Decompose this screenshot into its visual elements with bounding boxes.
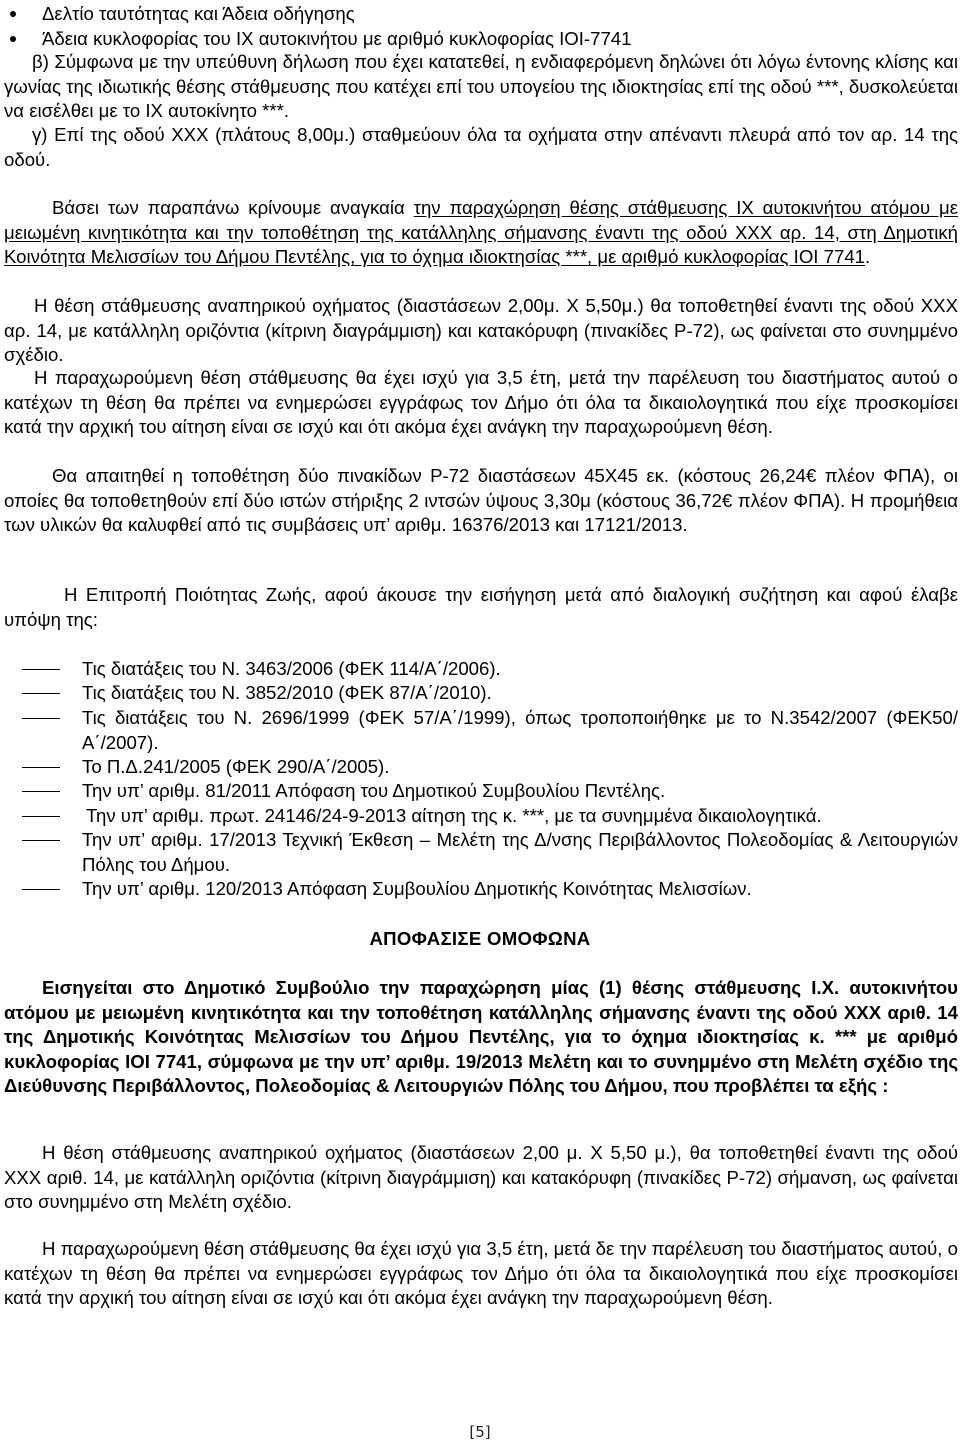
dash-icon: [22, 840, 60, 841]
bullet-text: Άδεια κυκλοφορίας του ΙΧ αυτοκινήτου με αριθμό κυκλοφορίας ΙΟΙ-7741: [42, 28, 632, 49]
paragraph-c: γ) Επί της οδού ΧΧΧ (πλάτους 8,00μ.) σταθμεύουν όλα τα οχήματα στην απέναντι πλευρά από τον αρ. 14 της οδού.: [4, 124, 958, 170]
bullet-text: Δελτίο ταυτότητας και Άδεια οδήγησης: [42, 3, 355, 24]
page-number: [5]: [469, 1423, 491, 1441]
decision-text: Εισηγείται στο Δημοτικό Συμβούλιο την παραχώρηση μίας (1) θέσης στάθμευσης Ι.Χ. αυτοκινήτου ατόμου με μειωμένη κινητικότητα και την τοποθέτηση κατάλληλης σήμανσης έναντι της οδού ΧΧΧ αριθ. 14 της Δημοτικής Κοινότητας Μελισσίων του Δήμου Πεντέλης, για το όχημα ιδιοκτησίας κ. *** με αριθμό κυκλοφορίας ΙΟΙ 7741, σύμφωνα με την υπ’ αριθμ. 19/2013 Μελέτη και το συνημμένο στη Μελέτη σχέδιο της Διεύθυνσης Περιβάλλοντος, Πολεοδομίας & Λειτουργιών Πόλης του Δήμου, που προβλέπει τα εξής :: [4, 977, 958, 1097]
consideration-text: Την υπ’ αριθμ. 120/2013 Απόφαση Συμβουλίου Δημοτικής Κοινότητας Μελισσίων.: [82, 878, 752, 899]
paragraph-thesi: Η θέση στάθμευσης αναπηρικού οχήματος (διαστάσεων 2,00μ. Χ 5,50μ.) θα τοποθετηθεί έναντι της οδού ΧΧΧ αρ. 14, με κατάλληλη οριζόντια (κίτρινη διαγράμμιση) και κατακόρυφη (πινακίδες Ρ-72), ως φαίνεται στο συνημμένο σχέδιο.: [4, 295, 958, 366]
consideration-text: Την υπ’ αριθμ. 17/2013 Τεχνική Έκθεση – Μελέτη της Δ/νσης Περιβάλλοντος Πολεοδομίας & Λειτουργιών Πόλης του Δήμου.: [82, 829, 958, 875]
basei-tail: .: [865, 246, 871, 268]
paragraph-basei: [4, 196, 958, 270]
final-paragraph-isxys: Η παραχωρούμενη θέση στάθμευσης θα έχει ισχύ για 3,5 έτη, μετά δε την παρέλευση του διαστήματος αυτού, ο κατέχων τη θέση θα πρέπει να ενημερώσει εγγράφως τον Δήμο ότι όλα τα δικαιολογητικά που είχε προσκομίσει κατά την αρχική του αίτηση είναι σε ισχύ και ότι ακόμα έχει ανάγκη την παραχωρούμενη θέση.: [4, 1238, 958, 1309]
basei-underlined: την παραχώρηση θέσης στάθμευσης ΙΧ αυτοκινήτου ατόμου με μειωμένη κινητικότητα και την τοποθέτηση της κατάλληλης σήμανσης έναντι της οδού ΧΧΧ αρ. 14, στη Δημοτική Κοινότητα Μελισσίων του Δήμου Πεντέλης, για το όχημα ιδιοκτησίας ***, με αριθμό κυκλοφορίας ΙΟΙ 7741: [4, 197, 959, 268]
decision-heading: ΑΠΟΦΑΣΙΣΕ ΟΜΟΦΩΝΑ: [369, 928, 591, 949]
bullet-dot-icon: [10, 11, 16, 17]
bullet-dot-icon: [10, 36, 16, 42]
paragraph-b: β) Σύμφωνα με την υπεύθυνη δήλωση που έχει κατατεθεί, η ενδιαφερόμενη δηλώνει ότι λόγω έντονης κλίσης και γωνίας της ιδιωτικής θέσης στάθμευσης που κατέχει επί του υπογείου της ιδιοκτησίας επί της οδού ***, δυσκολεύεται να εισέλθει με το ΙΧ αυτοκίνητο ***.: [4, 51, 958, 122]
paragraph-isxys: Η παραχωρούμενη θέση στάθμευσης θα έχει ισχύ για 3,5 έτη, μετά την παρέλευση του διαστήματος αυτού ο κατέχων τη θέση θα πρέπει να ενημερώσει εγγράφως τον Δήμο ότι όλα τα δικαιολογητικά που είχε προσκομίσει κατά την αρχική του αίτηση είναι σε ισχύ και ότι ακόμα έχει ανάγκη την παραχωρούμενη θέση.: [4, 367, 958, 438]
dash-icon: [22, 791, 60, 792]
consideration-text: Τις διατάξεις του Ν. 3852/2010 (ΦΕΚ 87/Α΄/2010).: [82, 682, 492, 703]
consideration-text: Το Π.Δ.241/2005 (ΦΕΚ 290/Α΄/2005).: [82, 756, 390, 777]
consideration-text: Τις διατάξεις του Ν. 2696/1999 (ΦΕΚ 57/Α΄/1999), όπως τροποποιήθηκε με το Ν.3542/2007 (ΦΕΚ50/Α΄/2007).: [82, 707, 958, 753]
dash-icon: [22, 767, 60, 768]
dash-icon: [22, 669, 60, 670]
basei-lead: Βάσει των παραπάνω κρίνουμε αναγκαία: [52, 197, 414, 218]
consideration-text: Την υπ’ αριθμ. 81/2011 Απόφαση του Δημοτικού Συμβουλίου Πεντέλης.: [82, 780, 666, 801]
consideration-text: Τις διατάξεις του Ν. 3463/2006 (ΦΕΚ 114/Α΄/2006).: [82, 658, 501, 679]
bullet-item: [10, 27, 956, 52]
dash-icon: [22, 718, 60, 719]
bullet-item: [10, 2, 956, 27]
consideration-text: Την υπ’ αριθμ. πρωτ. 24146/24-9-2013 αίτηση της κ. ***, με τα συνημμένα δικαιολογητικά.: [86, 805, 822, 826]
final-paragraph-thesi: Η θέση στάθμευσης αναπηρικού οχήματος (διαστάσεων 2,00 μ. Χ 5,50 μ.), θα τοποθετηθεί έναντι της οδού ΧΧΧ αριθ. 14, με κατάλληλη οριζόντια (κίτρινη διαγράμμιση) και κατακόρυφη (πινακίδες Ρ-72) σήμανση, ως φαίνεται στο συνημμένο στη Μελέτη σχέδιο.: [4, 1142, 958, 1213]
paragraph-pinakides: Θα απαιτηθεί η τοποθέτηση δύο πινακίδων Ρ-72 διαστάσεων 45Χ45 εκ. (κόστους 26,24€ πλέον ΦΠΑ), οι οποίες θα τοποθετηθούν επί δύο ιστών στήριξης 2 ιντσών ύψους 3,30μ (κόστους 36,72€ πλέον ΦΠΑ). Η προμήθεια των υλικών θα καλυφθεί από τις συμβάσεις υπ’ αριθμ. 16376/2013 και 17121/2013.: [4, 465, 958, 536]
dash-icon: [22, 816, 60, 817]
dash-icon: [22, 693, 60, 694]
paragraph-epitropi: Η Επιτροπή Ποιότητας Ζωής, αφού άκουσε την εισήγηση μετά από διαλογική συζήτηση και αφού έλαβε υπόψη της:: [4, 584, 958, 630]
dash-icon: [22, 889, 60, 890]
